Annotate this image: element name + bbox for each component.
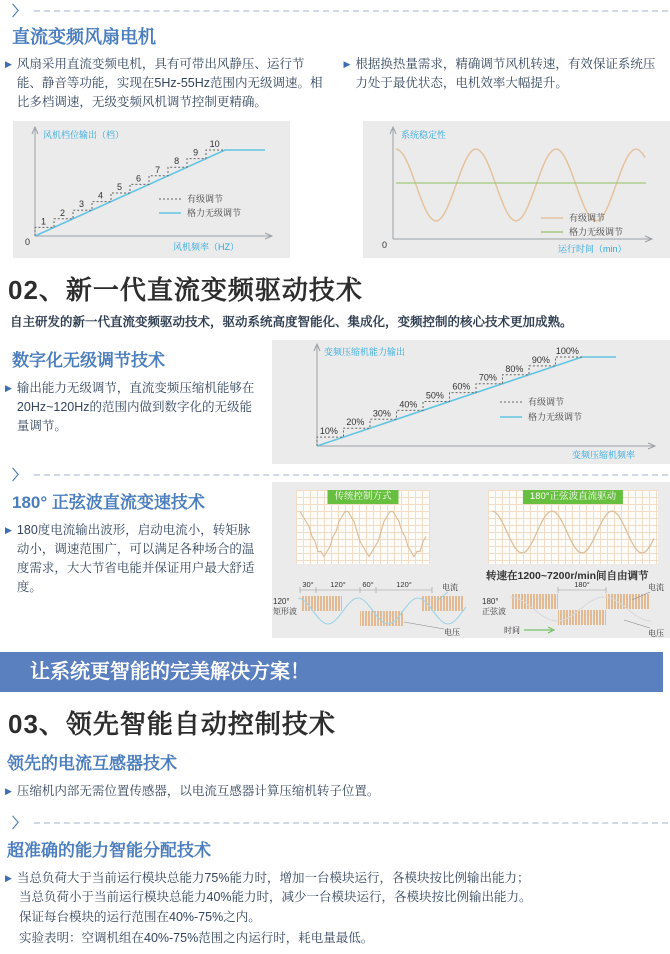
paragraph-text: 压缩机内部无需位置传感器，以电流互感器计算压缩机转子位置。 <box>16 784 380 799</box>
pwm-block-up1 <box>512 594 558 609</box>
sine-wave-title: 180° 正弦波直流变速技术 <box>12 493 205 513</box>
digital-regulation-title: 数字化无级调节技术 <box>12 351 165 371</box>
svg-text:1: 1 <box>40 216 47 227</box>
angle-30: 30° <box>302 580 314 590</box>
pwm-diagrams <box>272 580 670 638</box>
digital-regulation-paragraph <box>5 379 260 435</box>
section-separator <box>0 467 670 482</box>
svg-text:4: 4 <box>97 190 104 201</box>
capacity-line-1 <box>5 869 660 888</box>
x-axis-label: 变频压缩机频率 <box>572 450 636 461</box>
svg-text:70%: 70% <box>478 372 497 383</box>
legend-stepless: 格力无级调节 <box>528 412 583 423</box>
section1-right-paragraph <box>344 55 663 111</box>
digital-regulation-row <box>0 340 670 464</box>
legend-stepless: 格力无级调节 <box>569 227 624 238</box>
voltage-label: 电压 <box>444 628 460 638</box>
pwm-block-up2 <box>606 594 650 609</box>
capacity-line-4: 实验表明：空调机组在40%-75%范围之内运行时，耗电量最低。 <box>19 930 374 945</box>
legend-stepped: 有级调节 <box>528 397 565 408</box>
section1-left-paragraph <box>5 55 324 111</box>
oscilloscope-panel-sine <box>488 490 658 564</box>
svg-text:90%: 90% <box>531 355 550 366</box>
bullet-icon: ▶ <box>5 59 12 69</box>
capacity-allocation-paragraph <box>5 869 660 948</box>
right-wave-label-bottom: 正弦波 <box>482 607 506 617</box>
svg-text:5: 5 <box>116 182 123 193</box>
charts-row <box>0 121 670 258</box>
chevron-icon: 〉 <box>12 2 26 19</box>
bullet-icon: ▶ <box>343 59 351 69</box>
bullet-icon: ▶ <box>5 873 12 883</box>
angle-120a: 120° <box>330 580 346 590</box>
chevron-icon: 〉 <box>12 466 26 483</box>
angle-60: 60° <box>362 580 374 590</box>
voltage-label: 电压 <box>648 629 664 639</box>
svg-text:30%: 30% <box>372 408 391 419</box>
sine-drive-tag: 180°正弦波直流驱动 <box>523 490 623 504</box>
capacity-line-3: 保证每台模块的运行范围在40%-75%之内。 <box>19 910 261 925</box>
pwm-block-up2 <box>422 596 464 611</box>
section-separator <box>0 815 670 830</box>
solution-banner: 让系统更智能的完美解决方案！ <box>0 652 663 692</box>
svg-text:3: 3 <box>78 199 85 210</box>
y-axis-label: 系统稳定性 <box>401 130 447 141</box>
paragraph-text: 风扇采用直流变频电机，具有可带出风静压、运行节能、静音等功能，实现在5Hz-55Hz范围内无级调速。相比多档调速，无级变频风机调节控制更精确。 <box>16 57 323 109</box>
section1-title: 直流变频风扇电机 <box>12 27 156 47</box>
traditional-control-tag: 传统控制方式 <box>327 490 398 504</box>
legend-stepped: 有级调节 <box>569 213 606 224</box>
oscilloscope-panel-traditional <box>296 490 430 564</box>
origin-label: 0 <box>382 240 388 251</box>
sine-wave-row <box>0 482 670 638</box>
section2-intro: 自主研发的新一代直流变频驱动技术，驱动系统高度智能化、集成化，变频控制的核心技术更加成熟。 <box>10 315 573 330</box>
pwm-block-up1 <box>302 596 342 611</box>
bullet-icon: ▶ <box>5 786 12 797</box>
origin-label: 0 <box>25 237 31 248</box>
speed-range-note: 转速在1200~7200r/min间自由调节 <box>486 570 649 583</box>
time-label: 时间 <box>504 626 520 636</box>
stability-chart <box>363 121 670 258</box>
svg-text:9: 9 <box>193 147 199 158</box>
left-wave-label-top: 120° <box>273 597 290 607</box>
chevron-icon: 〉 <box>12 814 26 831</box>
current-transformer-title: 领先的电流互感器技术 <box>7 754 177 774</box>
angle-120b: 120° <box>396 580 412 590</box>
capacity-line-2: 当总负荷小于当前运行模块总能力40%能力时，减少一台模块运行，各模块按比例输出能力。 <box>19 889 532 904</box>
section3-title: 03、领先智能自动控制技术 <box>8 709 336 740</box>
legend-stepless: 格力无级调节 <box>187 208 242 219</box>
current-transformer-paragraph <box>5 782 670 801</box>
right-wave-label-top: 180° <box>482 597 499 607</box>
sine-wave-paragraph <box>5 521 260 596</box>
section-separator <box>0 3 670 18</box>
fan-stair-chart <box>13 121 290 258</box>
svg-text:50%: 50% <box>425 390 444 401</box>
x-axis-label: 运行时间（min） <box>558 244 627 255</box>
paragraph-text: 输出能力无级调节，直流变频压缩机能够在20Hz~120Hz的范围内做到数字化的无级能量调节。 <box>16 381 255 433</box>
x-axis-label: 风机频率（HZ） <box>173 242 239 253</box>
paragraph-text: 180度电流输出波形，启动电流小，转矩脉动小，调速范围广，可以满足各种场合的温度需求，大大节省电能并保证用户最大舒适度。 <box>16 523 255 594</box>
compressor-stair-chart <box>272 340 670 464</box>
bullet-icon: ▶ <box>5 383 12 394</box>
current-label: 电流 <box>648 583 664 593</box>
bullet-icon: ▶ <box>5 525 12 536</box>
svg-text:8: 8 <box>174 156 180 167</box>
y-axis-label: 风机档位输出（档） <box>43 130 125 141</box>
section1-columns <box>0 55 670 111</box>
svg-text:10%: 10% <box>319 426 338 437</box>
svg-text:60%: 60% <box>452 381 471 392</box>
section2-title: 02、新一代直流变频驱动技术 <box>8 275 363 306</box>
legend-stepped: 有级调节 <box>187 194 224 205</box>
y-axis-label: 变频压缩机能力输出 <box>324 347 406 358</box>
current-label: 电流 <box>442 583 458 593</box>
pwm-block-down <box>558 610 606 625</box>
angle-180: 180° <box>574 580 590 590</box>
svg-text:2: 2 <box>59 208 66 219</box>
paragraph-text: 当总负荷大于当前运行模块总能力75%能力时，增加一台模块运行，各模块按比例输出能力； <box>16 871 530 885</box>
capacity-allocation-title: 超准确的能力智能分配技术 <box>7 841 211 860</box>
dashed-divider <box>34 474 668 476</box>
dashed-divider <box>34 10 668 12</box>
paragraph-text: 根据换热量需求，精确调节风机转速，有效保证系统压力处于最优状态，电机效率大幅提升。 <box>355 57 656 90</box>
left-wave-label-bottom: 矩形波 <box>273 607 297 617</box>
svg-text:10: 10 <box>209 139 220 150</box>
svg-text:7: 7 <box>155 165 161 176</box>
svg-text:6: 6 <box>135 173 142 184</box>
svg-text:40%: 40% <box>399 399 418 410</box>
svg-text:20%: 20% <box>346 417 365 428</box>
waveform-comparison-panel <box>272 482 670 638</box>
dashed-divider <box>34 822 668 824</box>
svg-text:80%: 80% <box>505 364 524 375</box>
svg-text:100%: 100% <box>555 346 579 357</box>
